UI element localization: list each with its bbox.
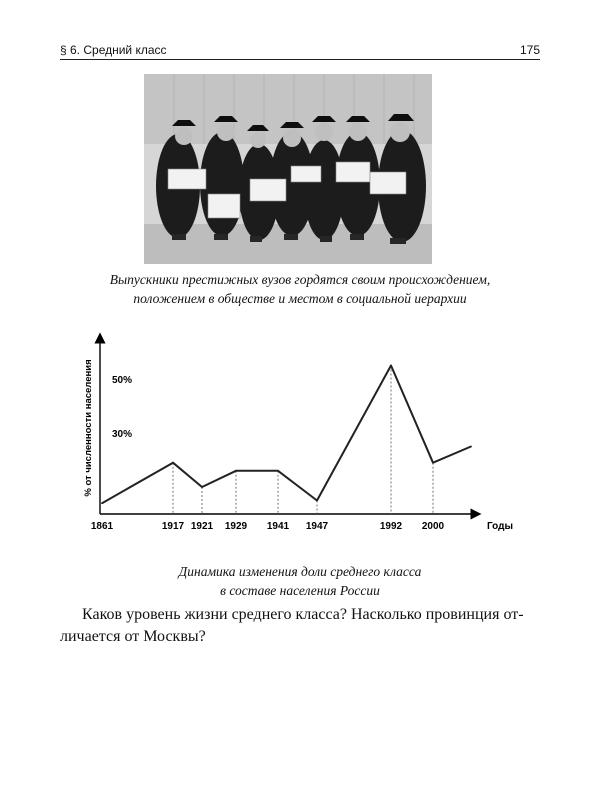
data-point-1929 xyxy=(235,470,237,472)
graduates-photo xyxy=(144,74,432,264)
photo-caption xyxy=(60,270,540,308)
data-point-2000 xyxy=(432,462,434,464)
chart-caption-line: в составе населения России xyxy=(220,583,380,598)
question-line: личается от Москвы? xyxy=(60,628,206,645)
data-point-1921 xyxy=(201,486,203,488)
middle-class-chart xyxy=(60,330,540,540)
photo-caption-line: положением в обществе и местом в социальной иерархии xyxy=(133,291,467,306)
running-header xyxy=(60,42,540,60)
data-point-1941 xyxy=(277,470,279,472)
data-point-2009 xyxy=(470,446,472,448)
x-tick-label: 1992 xyxy=(379,521,403,532)
x-tick-label: 1917 xyxy=(161,521,185,532)
page-number: 175 xyxy=(519,43,540,57)
x-axis-label: Годы xyxy=(486,521,514,532)
photo-caption-line: Выпускники престижных вузов гордятся своим происхождением, xyxy=(109,272,491,287)
question-paragraph xyxy=(60,604,540,648)
x-tick-label: 1941 xyxy=(266,521,290,532)
x-tick-label: 1921 xyxy=(190,521,214,532)
x-tick-label: 1861 xyxy=(90,521,114,532)
series-line xyxy=(102,366,471,504)
chart-caption-line: Динамика изменения доли среднего класса xyxy=(178,564,422,579)
x-tick-label: 1929 xyxy=(224,521,248,532)
data-point-1992 xyxy=(390,365,392,367)
y-tick-label: 50% xyxy=(112,375,133,386)
chart-caption xyxy=(60,562,540,600)
data-point-1917 xyxy=(172,462,174,464)
chart-plot xyxy=(60,330,540,540)
question-line: Каков уровень жизни среднего класса? Насколько провинция от- xyxy=(82,606,524,623)
data-point-1947 xyxy=(316,500,318,502)
x-tick-label: 1947 xyxy=(305,521,329,532)
graduates-photo-illustration xyxy=(144,74,432,264)
y-tick-label: 30% xyxy=(112,429,133,440)
x-tick-label: 2000 xyxy=(421,521,445,532)
section-title: § 6. Средний класс xyxy=(60,43,167,57)
y-axis-label: % от численности населения xyxy=(83,359,94,497)
data-point-1861 xyxy=(101,502,103,504)
